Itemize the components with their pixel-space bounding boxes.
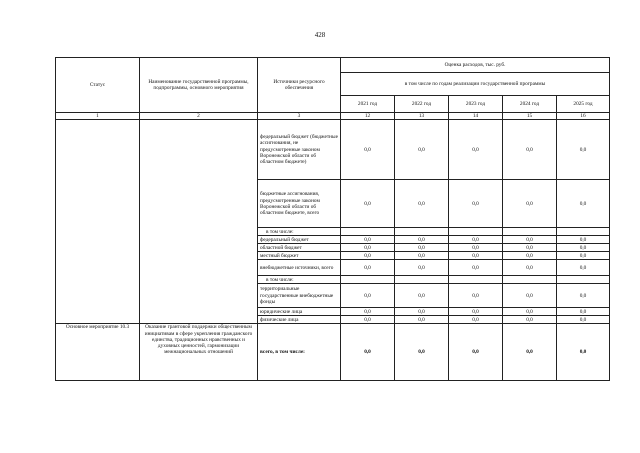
value-cell: 0,0 bbox=[341, 284, 395, 308]
value-cell: 0,0 bbox=[503, 316, 557, 324]
value-cell: 0,0 bbox=[341, 316, 395, 324]
value-cell: 0,0 bbox=[341, 180, 395, 228]
header-year: 2021 год bbox=[341, 95, 395, 112]
value-cell: 0,0 bbox=[557, 252, 610, 260]
value-cell: 0,0 bbox=[503, 308, 557, 316]
value-cell: 0,0 bbox=[395, 260, 449, 276]
column-number: 16 bbox=[557, 113, 610, 120]
header-name: Наименование государственной программы, подпрограммы, основного мероприятия bbox=[140, 58, 258, 113]
value-cell: 0,0 bbox=[341, 308, 395, 316]
header-year: 2022 год bbox=[395, 95, 449, 112]
budget-table bbox=[55, 57, 610, 381]
value-cell: 0,0 bbox=[341, 260, 395, 276]
event-value-cell: 0,0 bbox=[395, 324, 449, 381]
value-cell: 0,0 bbox=[557, 316, 610, 324]
value-cell bbox=[503, 276, 557, 284]
value-cell: 0,0 bbox=[395, 284, 449, 308]
value-cell: 0,0 bbox=[503, 236, 557, 244]
event-value-cell: 0,0 bbox=[449, 324, 503, 381]
value-cell: 0,0 bbox=[449, 236, 503, 244]
value-cell: 0,0 bbox=[557, 308, 610, 316]
value-cell: 0,0 bbox=[395, 244, 449, 252]
column-number: 12 bbox=[341, 113, 395, 120]
value-cell bbox=[503, 228, 557, 236]
event-value-cell: 0,0 bbox=[557, 324, 610, 381]
value-cell: 0,0 bbox=[341, 252, 395, 260]
value-cell: 0,0 bbox=[503, 260, 557, 276]
value-cell: 0,0 bbox=[395, 252, 449, 260]
value-cell: 0,0 bbox=[503, 244, 557, 252]
event-source: всего, в том числе: bbox=[258, 324, 341, 381]
value-cell: 0,0 bbox=[503, 252, 557, 260]
source-cell: территориальные государственные внебюджетные фонды bbox=[258, 284, 341, 308]
value-cell: 0,0 bbox=[449, 316, 503, 324]
value-cell bbox=[341, 276, 395, 284]
value-cell bbox=[395, 276, 449, 284]
value-cell: 0,0 bbox=[395, 316, 449, 324]
value-cell: 0,0 bbox=[449, 180, 503, 228]
value-cell: 0,0 bbox=[449, 120, 503, 180]
header-year: 2024 год bbox=[503, 95, 557, 112]
source-cell: физические лица bbox=[258, 316, 341, 324]
value-cell: 0,0 bbox=[503, 284, 557, 308]
source-cell: бюджетные ассигнования, предусмотренные законом Воронежской области об областном бюджете, всего bbox=[258, 180, 341, 228]
source-cell: областной бюджет bbox=[258, 244, 341, 252]
value-cell bbox=[557, 228, 610, 236]
header-estimate: Оценка расходов, тыс. руб. bbox=[341, 58, 610, 73]
source-cell: юридические лица bbox=[258, 308, 341, 316]
column-number: 15 bbox=[503, 113, 557, 120]
column-number: 3 bbox=[258, 113, 341, 120]
header-status: Статус bbox=[56, 58, 140, 113]
event-name: Оказание грантовой поддержки общественным инициативам в сфере укрепления гражданского единства, традиционных нравственных и духовных ценностей, гармонизации межнациональных отношений bbox=[140, 324, 258, 381]
value-cell bbox=[395, 228, 449, 236]
event-value-cell: 0,0 bbox=[341, 324, 395, 381]
source-cell: федеральный бюджет bbox=[258, 236, 341, 244]
column-number: 14 bbox=[449, 113, 503, 120]
value-cell: 0,0 bbox=[341, 244, 395, 252]
source-cell: в том числе: bbox=[258, 228, 341, 236]
value-cell: 0,0 bbox=[395, 180, 449, 228]
source-cell: местный бюджет bbox=[258, 252, 341, 260]
value-cell: 0,0 bbox=[449, 260, 503, 276]
value-cell bbox=[341, 228, 395, 236]
value-cell: 0,0 bbox=[449, 252, 503, 260]
header-sources: Источники ресурсного обеспечения bbox=[258, 58, 341, 113]
event-status: Основное мероприятие 10.3 bbox=[56, 324, 140, 381]
value-cell: 0,0 bbox=[449, 244, 503, 252]
source-cell: в том числе: bbox=[258, 276, 341, 284]
value-cell bbox=[449, 228, 503, 236]
value-cell: 0,0 bbox=[449, 284, 503, 308]
status-cell-empty bbox=[56, 120, 140, 324]
value-cell: 0,0 bbox=[341, 236, 395, 244]
value-cell: 0,0 bbox=[503, 120, 557, 180]
value-cell bbox=[557, 276, 610, 284]
value-cell: 0,0 bbox=[557, 260, 610, 276]
value-cell: 0,0 bbox=[395, 120, 449, 180]
value-cell: 0,0 bbox=[341, 120, 395, 180]
value-cell: 0,0 bbox=[503, 180, 557, 228]
page-number: 428 bbox=[314, 31, 326, 39]
column-number: 2 bbox=[140, 113, 258, 120]
value-cell: 0,0 bbox=[557, 236, 610, 244]
header-year: 2023 год bbox=[449, 95, 503, 112]
source-cell: внебюджетные источники, всего bbox=[258, 260, 341, 276]
event-value-cell: 0,0 bbox=[503, 324, 557, 381]
header-including-years: в том числе по годам реализации государственной программы bbox=[341, 73, 610, 95]
name-cell-empty bbox=[140, 120, 258, 324]
value-cell: 0,0 bbox=[557, 244, 610, 252]
header-year: 2025 год bbox=[557, 95, 610, 112]
value-cell: 0,0 bbox=[395, 308, 449, 316]
column-number: 1 bbox=[56, 113, 140, 120]
value-cell bbox=[449, 276, 503, 284]
value-cell: 0,0 bbox=[557, 284, 610, 308]
column-number: 13 bbox=[395, 113, 449, 120]
value-cell: 0,0 bbox=[395, 236, 449, 244]
value-cell: 0,0 bbox=[557, 180, 610, 228]
value-cell: 0,0 bbox=[557, 120, 610, 180]
source-cell: федеральный бюджет (бюджетные ассигнования, не предусмотренные законом Воронежской области об областном бюджете) bbox=[258, 120, 341, 180]
value-cell: 0,0 bbox=[449, 308, 503, 316]
